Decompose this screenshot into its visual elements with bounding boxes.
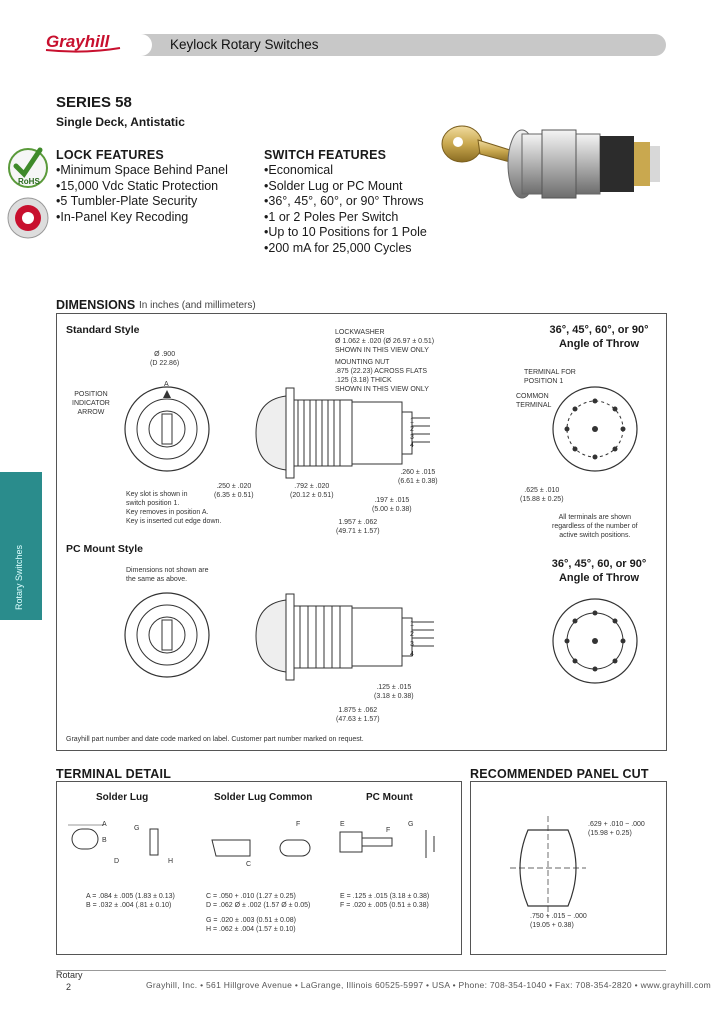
dim-text: the same as above.: [126, 576, 188, 583]
solder-lug-common-title: Solder Lug Common: [214, 792, 313, 803]
dim-text: H = .062 ± .004 (1.57 ± 0.10): [206, 926, 296, 933]
grayhill-logo: [44, 28, 122, 54]
dim-text: SHOWN IN THIS VIEW ONLY: [335, 386, 429, 393]
lock-features-title: LOCK FEATURES: [56, 148, 164, 162]
dim-text: C = .050 + .010 (1.27 ± 0.25): [206, 893, 296, 900]
dim-text: (15.88 ± 0.25): [520, 496, 564, 503]
terminal-number: 4: [410, 442, 414, 449]
footer-section: Rotary: [56, 970, 83, 980]
list-item: • 15,000 Vdc Static Protection: [56, 179, 228, 195]
list-item: • 1 or 2 Poles Per Switch: [264, 210, 427, 226]
angle-of-throw-title: [526, 323, 672, 351]
dim-197: [372, 496, 412, 514]
terminal-circle-2: [550, 596, 640, 686]
dimensions-note: In inches (and millimeters): [139, 300, 256, 311]
dim-text: TERMINAL FOR: [524, 369, 576, 376]
terminal-number: 1: [410, 418, 414, 425]
dim-text: COMMON: [516, 393, 549, 400]
dim-text: 36°, 45°, 60, or 90°: [551, 558, 647, 570]
dim-1875: [336, 706, 380, 724]
page-title: Keylock Rotary Switches: [170, 37, 319, 52]
terminal-number: 4: [410, 651, 414, 658]
mark-g-pc: G: [408, 821, 414, 828]
dim-text: B = .032 ± .004 (.81 ± 0.10): [86, 902, 172, 909]
side-tab: [0, 472, 42, 620]
pc-mount-drawing: [334, 818, 454, 874]
mark-b: B: [102, 837, 107, 844]
front-view-pc: [122, 590, 212, 680]
solder-lug-common-drawing: [206, 830, 326, 870]
dim-text: (D 22.86): [150, 360, 180, 367]
dim-text: Ø 1.062 ± .020 (Ø 26.97 ± 0.51): [335, 338, 435, 345]
dim-260: [398, 468, 438, 486]
dim-text: Dimensions not shown are: [126, 567, 209, 574]
dim-text: .197 ± .015: [374, 497, 410, 504]
mark-e: E: [340, 821, 345, 828]
dim-1957: [336, 518, 380, 536]
a-mark: A: [164, 381, 169, 388]
dim-text: TERMINAL: [516, 402, 552, 409]
pc-mount-dims: [340, 892, 429, 910]
series-title: SERIES 58: [56, 94, 132, 111]
terminal-number: 3: [410, 434, 414, 441]
dim-text: Key removes in position A.: [126, 509, 209, 516]
svg-text:Grayhill: Grayhill: [46, 32, 110, 51]
dim-text: LOCKWASHER: [335, 329, 385, 336]
dim-text: INDICATOR: [72, 400, 110, 407]
dim-text: .250 ± .020: [216, 483, 252, 490]
dim-text: SHOWN IN THIS VIEW ONLY: [335, 347, 429, 354]
mark-g: G: [134, 825, 140, 832]
solder-lug-drawing: [64, 815, 184, 875]
switch-features-title: SWITCH FEATURES: [264, 148, 387, 162]
dim-text: active switch positions.: [559, 532, 631, 539]
list-item: • Solder Lug or PC Mount: [264, 179, 427, 195]
dim-text: .260 ± .015: [400, 469, 436, 476]
dim-text: (6.61 ± 0.38): [398, 478, 438, 485]
footer-divider: [56, 970, 666, 971]
terminals-note: [552, 513, 638, 540]
dim-text: (47.63 ± 1.57): [336, 716, 380, 723]
product-photo: [440, 106, 680, 216]
dim-text: (5.00 ± 0.38): [372, 506, 412, 513]
dim-text: POSITION: [74, 391, 108, 398]
dim-text: (15.98 + 0.25): [588, 830, 632, 837]
solder-lug-title: Solder Lug: [96, 792, 149, 803]
terminal-number: 2: [410, 426, 414, 433]
dim-text: 36°, 45°, 60°, or 90°: [549, 324, 649, 336]
pc-mount-title: PC Mount: [366, 792, 413, 803]
pc-mount-note: [126, 566, 209, 584]
certification-seal-icon: [6, 196, 50, 240]
solder-lug-dims: [86, 892, 175, 910]
dia-label: [150, 350, 179, 368]
dim-625: [520, 486, 564, 504]
terminal-number: 2: [410, 631, 414, 638]
page-number: 2: [66, 982, 72, 992]
dim-text: .125 ± .015: [376, 684, 412, 691]
pc-mount-style-title: PC Mount Style: [66, 543, 144, 555]
key-note: [126, 490, 221, 526]
dim-text: (6.35 ± 0.51): [214, 492, 254, 499]
dim-text: A = .084 ± .005 (1.83 ± 0.13): [86, 893, 175, 900]
list-item: • 5 Tumbler-Plate Security: [56, 194, 228, 210]
terminal-circle-1: [550, 384, 640, 474]
terminal-number: 3: [410, 641, 414, 648]
dim-text: .792 ± .020: [294, 483, 330, 490]
dim-text: Key is inserted cut edge down.: [126, 518, 222, 525]
dim-text: regardless of the number of: [552, 523, 638, 530]
dim-text: Ø .900: [154, 351, 176, 358]
list-item: • Economical: [264, 163, 427, 179]
dim-text: ARROW: [77, 409, 105, 416]
standard-style-title: Standard Style: [66, 324, 140, 336]
dim-text: Angle of Throw: [558, 572, 640, 584]
solder-lug-common-dims: [206, 892, 310, 934]
rohs-icon: [6, 144, 50, 192]
dim-text: POSITION 1: [524, 378, 564, 385]
switch-features-list: [264, 163, 427, 256]
panel-dim-b: [530, 912, 587, 930]
series-subtitle: Single Deck, Antistatic: [56, 115, 185, 129]
mark-d: D: [114, 858, 120, 865]
dim-text: MOUNTING NUT: [335, 359, 390, 366]
dim-text: .125 (3.18) THICK: [335, 377, 392, 384]
front-view-standard: [122, 384, 212, 474]
panel-cut-title: RECOMMENDED PANEL CUT: [470, 767, 649, 781]
common-terminal-label: [516, 392, 551, 410]
list-item: • In-Panel Key Recoding: [56, 210, 228, 226]
dim-text: All terminals are shown: [558, 514, 631, 521]
dim-text: Key slot is shown in: [126, 491, 188, 498]
side-tab-label: Rotary Switches: [14, 544, 24, 610]
footnote: Grayhill part number and date code marked on label. Customer part number marked on request.: [66, 736, 364, 743]
dim-text: .629 + .010 − .000: [588, 821, 645, 828]
dim-text: G = .020 ± .003 (0.51 ± 0.08): [206, 917, 296, 924]
terminal-number: 1: [410, 621, 414, 628]
mark-a: A: [102, 821, 107, 828]
mark-f-pc: F: [386, 827, 391, 834]
dim-text: .625 ± .010: [524, 487, 560, 494]
dim-text: F = .020 ± .005 (0.51 ± 0.38): [340, 902, 429, 909]
list-item: • Minimum Space Behind Panel: [56, 163, 228, 179]
dim-text: E = .125 ± .015 (3.18 ± 0.38): [340, 893, 430, 900]
dim-text: 1.875 ± .062: [338, 707, 378, 714]
dim-text: 1.957 ± .062: [338, 519, 378, 526]
svg-text:RoHS: RoHS: [18, 177, 40, 186]
dim-text: .875 (22.23) ACROSS FLATS: [335, 368, 428, 375]
panel-dim-a: [588, 820, 645, 838]
mark-h: H: [168, 858, 174, 865]
dim-text: Angle of Throw: [558, 338, 640, 350]
lock-features-list: [56, 163, 228, 225]
terminal-detail-title: TERMINAL DETAIL: [56, 767, 172, 781]
lockwasher-label: [335, 328, 434, 355]
panel-cut-drawing: [508, 812, 588, 922]
dim-text: (49.71 ± 1.57): [336, 528, 380, 535]
mark-f: F: [296, 821, 301, 828]
mark-c: C: [246, 861, 252, 868]
dimensions-title: DIMENSIONS: [56, 298, 136, 312]
footer-address: Grayhill, Inc. • 561 Hillgrove Avenue • LaGrange, Illinois 60525-5997 • USA • Phone: 708-354-1040 • Fax: 708-354-2820 • www.grayhill.com: [146, 980, 712, 990]
dim-text: .750 + .015 − .000: [530, 913, 587, 920]
dim-text: (3.18 ± 0.38): [374, 693, 414, 700]
list-item: • 200 mA for 25,000 Cycles: [264, 241, 427, 257]
dim-text: switch position 1.: [126, 500, 180, 507]
dim-text: (19.05 + 0.38): [530, 922, 574, 929]
dim-125: [374, 683, 414, 701]
mounting-nut-label: [335, 358, 429, 394]
list-item: • Up to 10 Positions for 1 Pole: [264, 225, 427, 241]
angle-of-throw-title-2: [526, 557, 672, 585]
list-item: • 36°, 45°, 60°, or 90° Throws: [264, 194, 427, 210]
dim-text: (20.12 ± 0.51): [290, 492, 334, 499]
dim-text: D = .062 Ø ± .002 (1.57 Ø ± 0.05): [206, 902, 311, 909]
dim-792: [290, 482, 334, 500]
position-arrow-label: [72, 390, 110, 417]
